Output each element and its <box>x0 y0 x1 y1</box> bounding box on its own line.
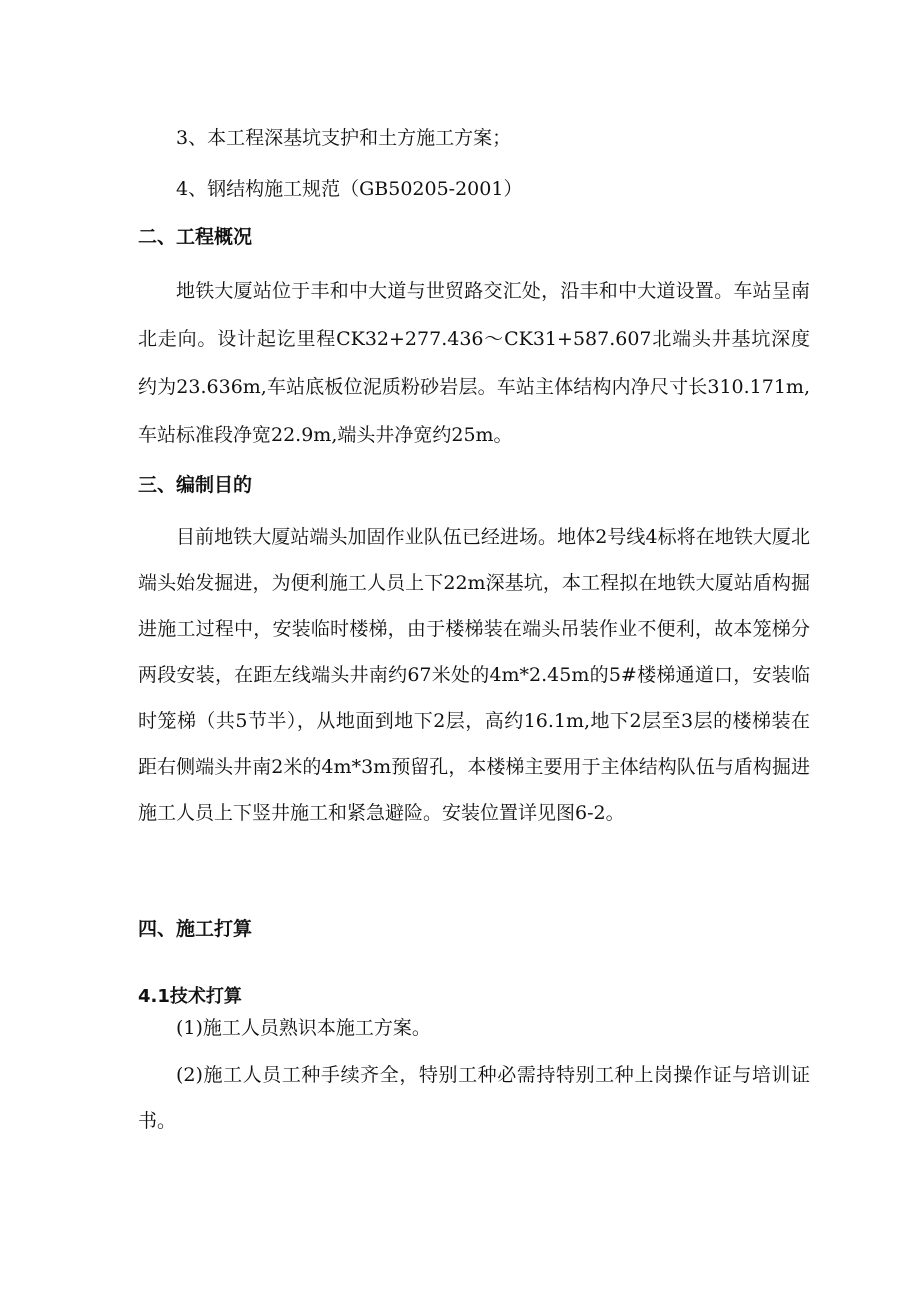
technical-item-2: (2)施工人员工种手续齐全，特别工种必需持特别工种上岗操作证与培训证书。 <box>138 1064 810 1132</box>
list-item-3: 3、本工程深基坑支护和土方施工方案； <box>176 127 512 149</box>
section-heading-overview: 二、工程概况 <box>138 226 253 248</box>
list-item-4: 4、钢结构施工规范（GB50205-2001） <box>176 178 523 200</box>
section-heading-purpose: 三、编制目的 <box>138 474 253 496</box>
section-heading-preparation: 四、施工打算 <box>138 918 253 940</box>
purpose-paragraph: 目前地铁大厦站端头加固作业队伍已经进场。地体2号线4标将在地铁大厦北端头始发掘进，为便利施工人员上下22m深基坑，本工程拟在地铁大厦站盾构掘进施工过程中，安装临时楼梯，由于楼梯装在端头吊装作业不便利，故本笼梯分两段安装，在距左线端头井南约67米处的4m*2.45m的5#楼梯通道口，安装临时笼梯（共5节半），从地面到地下2层，高约16.1m,地下2层至3层的楼梯装在距右侧端头井南2米的4m*3m预留孔，本楼梯主要用于主体结构队伍与盾构掘进施工人员上下竖井施工和紧急避险。安装位置详见图6-2。 <box>138 526 810 824</box>
subsection-heading-technical: 4.1技术打算 <box>138 986 242 1007</box>
overview-paragraph: 地铁大厦站位于丰和中大道与世贸路交汇处，沿丰和中大道设置。车站呈南北走向。设计起讫里程CK32+277.436～CK31+587.607北端头井基坑深度约为23.636m,车站底板位泥质粉砂岩层。车站主体结构内净尺寸长310.171m,车站标准段净宽22.9m,端头井净宽约25m。 <box>138 280 810 446</box>
technical-item-1: (1)施工人员熟识本施工方案。 <box>176 1017 431 1039</box>
